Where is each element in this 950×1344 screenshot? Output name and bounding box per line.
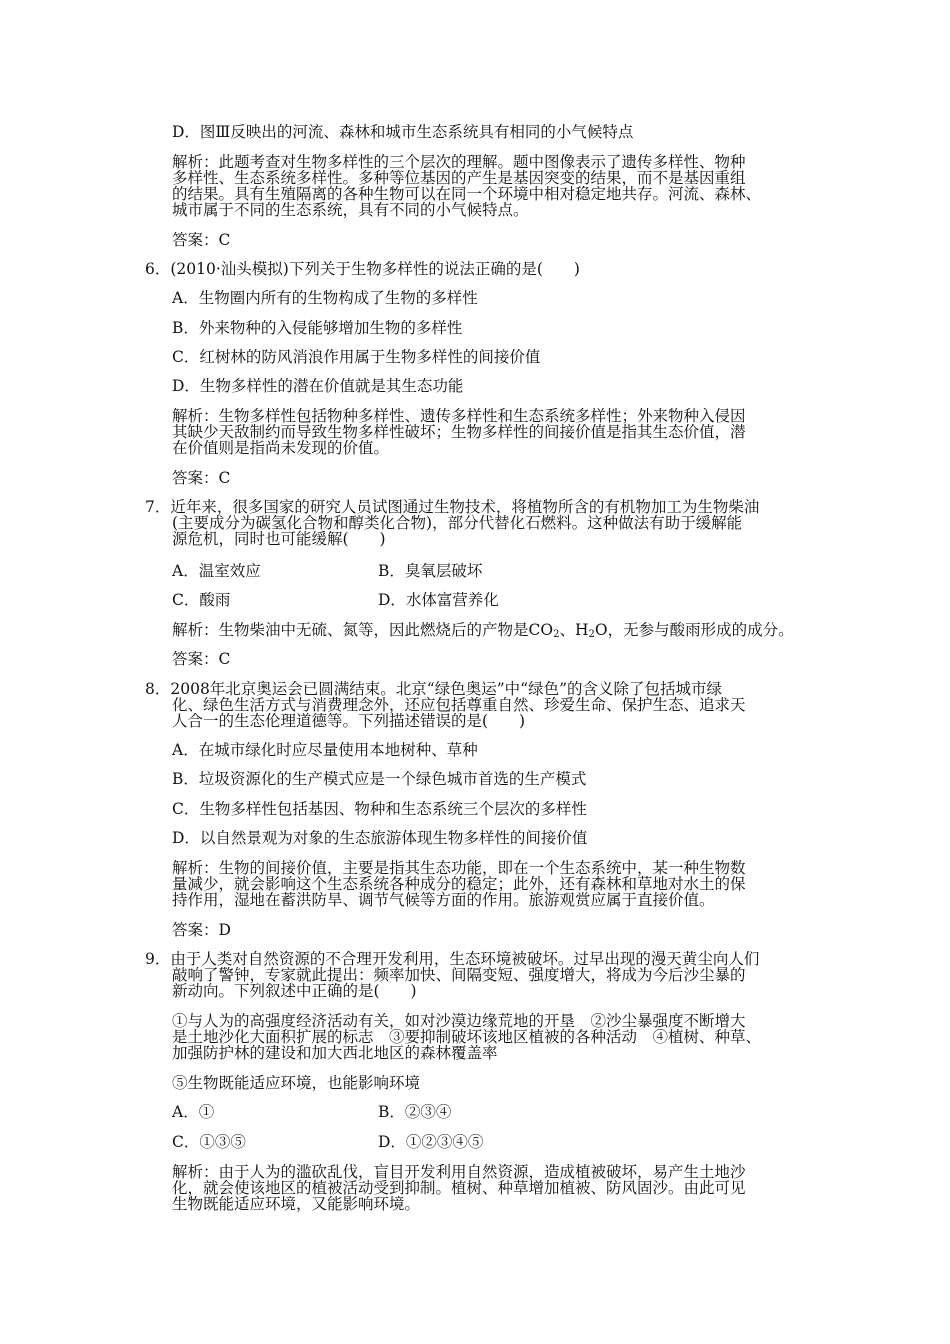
q9-analysis-line: 化，就会使该地区的植被活动受到抑制。植树、种草增加植被、防风固沙。由此可见 <box>172 1179 746 1197</box>
q6-analysis-line: 在价值则是指尚未发现的价值。 <box>172 439 390 457</box>
q7-answer: 答案：C <box>172 650 231 668</box>
q9-option-c: C．①③⑤ <box>172 1133 246 1151</box>
q7-option-b: B．臭氧层破坏 <box>378 562 483 580</box>
q5-analysis-line: 解析：此题考查对生物多样性的三个层次的理解。题中图像表示了遗传多样性、物种 <box>172 153 746 171</box>
q7-option-c: C．酸雨 <box>172 591 231 609</box>
q9-statement-line: ①与人为的高强度经济活动有关，如对沙漠边缘荒地的开垦 ②沙尘暴强度不断增大 <box>172 1012 746 1030</box>
q8-option-c: C．生物多样性包括基因、物种和生态系统三个层次的多样性 <box>172 800 587 818</box>
q5-analysis-line: 的结果。具有生殖隔离的各种生物可以在同一个环境中相对稳定地共存。河流、森林、 <box>172 185 762 203</box>
q8-analysis-line: 解析：生物的间接价值，主要是指其生态功能，即在一个生态系统中，某一种生物数 <box>172 859 746 877</box>
q8-answer: 答案：D <box>172 921 231 939</box>
q8-option-a: A．在城市绿化时应尽量使用本地树种、草种 <box>172 741 478 759</box>
q5-analysis-line: 城市属于不同的生态系统，具有不同的小气候特点。 <box>172 201 529 219</box>
q8-option-b: B．垃圾资源化的生产模式应是一个绿色城市首选的生产模式 <box>172 770 587 788</box>
q9-analysis-line: 解析：由于人为的滥砍乱伐，盲目开发利用自然资源，造成植被破坏，易产生土地沙 <box>172 1163 746 1181</box>
q8-analysis-line: 量减少，就会影响这个生态系统各种成分的稳定；此外，还有森林和草地对水土的保 <box>172 875 746 893</box>
q9-statement-5: ⑤生物既能适应环境，也能影响环境 <box>172 1074 421 1092</box>
q5-analysis-line: 多样性、生态系统多样性。多种等位基因的产生是基因突变的结果，而不是基因重组 <box>172 169 746 187</box>
q7-analysis: 解析：生物柴油中无硫、氮等，因此燃烧后的产物是$CO_2$、$H_2O$，无参与酸雨形成的成分。 <box>172 621 794 640</box>
q7-stem-line: (主要成分为碳氢化合物和醇类化合物)，部分代替化石燃料。这种做法有助于缓解能 <box>172 514 743 532</box>
q8-stem-line: 化、绿色生活方式与消费理念外，还应包括尊重自然、珍爱生命、保护生态、追求天 <box>172 696 746 714</box>
q8-option-d: D．以自然景观为对象的生态旅游体现生物多样性的间接价值 <box>172 829 588 847</box>
q8-stem-line: 人合一的生态伦理道德等。下列描述错误的是( ) <box>172 712 526 730</box>
q9-option-d: D．①②③④⑤ <box>378 1133 484 1151</box>
q9-statement-line: 是土地沙化大面积扩展的标志 ③要抑制破坏该地区植被的各种活动 ④植树、种草、 <box>172 1028 762 1046</box>
q9-option-b: B．②③④ <box>378 1103 452 1121</box>
q8-analysis-line: 持作用，湿地在蓄洪防旱、调节气候等方面的作用。旅游观赏应属于直接价值。 <box>172 891 715 909</box>
q8-stem-line: 8．2008年北京奥运会已圆满结束。北京“绿色奥运”中“绿色”的含义除了包括城市绿 <box>145 680 723 698</box>
q6-analysis-line: 解析：生物多样性包括物种多样性、遗传多样性和生态系统多样性；外来物种入侵因 <box>172 407 746 425</box>
q9-analysis-line: 生物既能适应环境，又能影响环境。 <box>172 1195 421 1213</box>
q6-answer: 答案：C <box>172 469 231 487</box>
q7-stem-line: 源危机，同时也可能缓解( ) <box>172 530 386 548</box>
q6-option-b: B．外来物种的入侵能够增加生物的多样性 <box>172 319 463 337</box>
q6-stem: 6．(2010·汕头模拟)下列关于生物多样性的说法正确的是( ) <box>145 260 580 278</box>
q6-option-a: A．生物圈内所有的生物构成了生物的多样性 <box>172 289 478 307</box>
q7-option-a: A．温室效应 <box>172 562 261 580</box>
q9-option-a: A．① <box>172 1103 215 1121</box>
q7-stem-line: 7．近年来，很多国家的研究人员试图通过生物技术，将植物所含的有机物加工为生物柴油 <box>145 498 760 516</box>
q9-stem-line: 9．由于人类对自然资源的不合理开发利用，生态环境被破坏。过早出现的漫天黄尘向人们 <box>145 950 760 968</box>
q5-answer: 答案：C <box>172 231 231 249</box>
q6-option-c: C．红树林的防风消浪作用属于生物多样性的间接价值 <box>172 348 541 366</box>
q6-analysis-line: 其缺少天敌制约而导致生物多样性破坏；生物多样性的间接价值是指其生态价值，潜 <box>172 423 746 441</box>
q6-option-d: D．生物多样性的潜在价值就是其生态功能 <box>172 377 464 395</box>
q9-stem-line: 敲响了警钟，专家就此提出：频率加快、间隔变短、强度增大，将成为今后沙尘暴的 <box>172 966 746 984</box>
q5-option-d: D．图Ⅲ反映出的河流、森林和城市生态系统具有相同的小气候特点 <box>172 123 634 141</box>
q9-statement-line: 加强防护林的建设和加大西北地区的森林覆盖率 <box>172 1044 498 1062</box>
q9-stem-line: 新动向。下列叙述中正确的是( ) <box>172 982 417 1000</box>
q7-option-d: D．水体富营养化 <box>378 591 499 609</box>
